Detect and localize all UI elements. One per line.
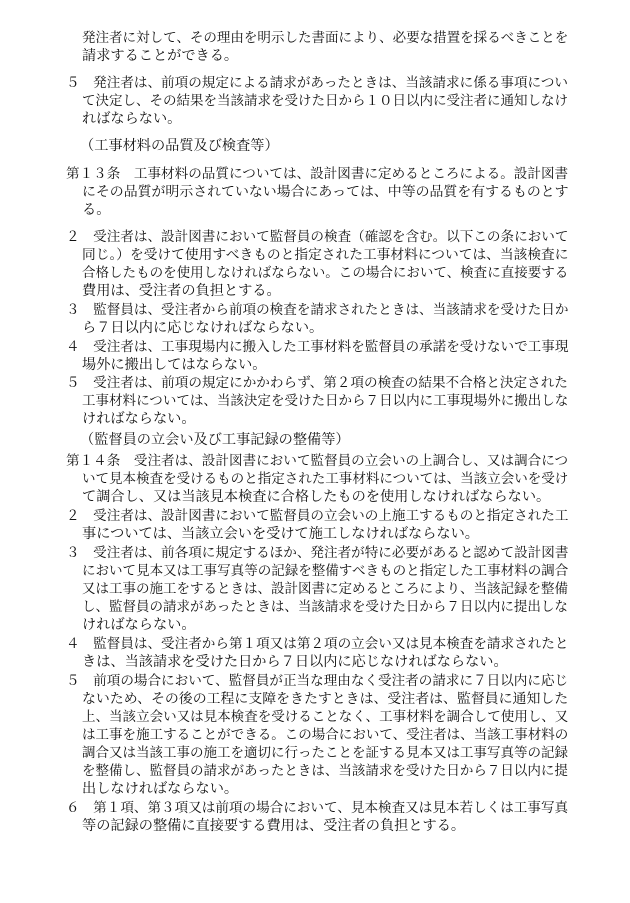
text-line: 同じ。）を受けて使用すべきものと指定された工事材料については、当該検査に [82,247,569,263]
text-line: て調合し、又は当該見本検査に合格したものを使用しなければならない。 [82,489,551,505]
text-line: 工事材料については、当該決定を受けた日から７日以内に工事現場外に搬出しな [82,393,569,409]
text-line: 上、当該立会い又は見本検査を受けることなく、工事材料を調合して使用し、又 [82,709,569,725]
text-line: ４ 監督員は、受注者から第１項又は第２項の立会い又は見本検査を請求されたと [66,636,569,652]
text-line: きは、当該請求を受けた日から７日以内に応じなければならない。 [82,654,508,670]
text-line: ２ 受注者は、設計図書において監督員の検査（確認を含む。以下この条において [66,229,569,245]
text-line: ２ 受注者は、設計図書において監督員の立会いの上施工するものと指定された工 [66,508,569,524]
text-line: 事については、当該立会いを受けて施工しなければならない。 [82,526,479,542]
text-line: ら７日以内に応じなければならない。 [82,320,324,336]
text-line: て決定し、その結果を当該請求を受けた日から１０日以内に受注者に通知しなけ [82,93,568,109]
section-heading: （監督員の立会い及び工事記録の整備等） [80,432,350,448]
text-line: ないため、その後の工程に支障をきたすときは、受注者は、監督員に通知した [82,691,569,707]
text-line: 発注者に対して、その理由を明示した書面により、必要な措置を採るべきことを [82,30,569,46]
article-line: 第１４条 受注者は、設計図書において監督員の立会いの上調合し、又は調合につ [66,453,569,469]
text-line: る。 [82,202,111,218]
text-line: 又は工事の施工をするときは、設計図書に定めるところにより、当該記録を整備 [82,581,568,597]
text-line: 合格したものを使用しなければならない。この場合において、検査に直接要する [82,265,569,281]
text-line: ３ 受注者は、前各項に規定するほか、発注者が特に必要があると認めて設計図書 [66,545,569,561]
text-line: ればならない。 [82,111,182,127]
text-line: ５ 受注者は、前項の規定にかかわらず、第２項の検査の結果不合格と決定された [66,375,568,391]
text-line: ければならない。 [82,617,196,633]
section-heading: （工事材料の品質及び検査等） [80,138,279,154]
text-line: にその品質が明示されていない場合にあっては、中等の品質を有するものとす [82,184,569,200]
text-line: いて見本検査を受けるものと指定された工事材料については、当該立会いを受け [82,471,569,487]
text-line: ４ 受注者は、工事現場内に搬入した工事材料を監督員の承諾を受けないで工事現 [66,339,569,355]
text-line: を整備し、監督員の請求があったときは、当該請求を受けた日から７日以内に提 [82,763,568,779]
text-line: は工事を施工することができる。この場合において、受注者は、当該工事材料の [82,727,569,743]
text-line: 出しなければならない。 [82,781,239,797]
text-line: し、監督員の請求があったときは、当該請求を受けた日から７日以内に提出しな [82,599,568,615]
text-line: ３ 監督員は、受注者から前項の検査を請求されたときは、当該請求を受けた日か [66,302,569,318]
article-line: 第１３条 工事材料の品質については、設計図書に定めるところによる。設計図書 [66,166,569,182]
text-line: 費用は、受注者の負担とする。 [82,283,281,299]
text-line: 調合又は当該工事の施工を適切に行ったことを証する見本又は工事写真等の記録 [82,745,568,761]
text-line: において見本又は工事写真等の記録を整備すべきものと指定した工事材料の調合 [82,563,569,579]
text-line: ６ 第１項、第３項又は前項の場合において、見本検査又は見本若しくは工事写真 [66,800,569,816]
text-line: ければならない。 [82,411,196,427]
text-line: 等の記録の整備に直接要する費用は、受注者の負担とする。 [82,818,466,834]
text-line: 場外に搬出してはならない。 [82,357,267,373]
text-line: ５ 発注者は、前項の規定による請求があったときは、当該請求に係る事項につい [66,75,568,91]
text-line: 請求することができる。 [82,48,239,64]
text-line: ５ 前項の場合において、監督員が正当な理由なく受注者の請求に７日以内に応じ [66,673,569,689]
